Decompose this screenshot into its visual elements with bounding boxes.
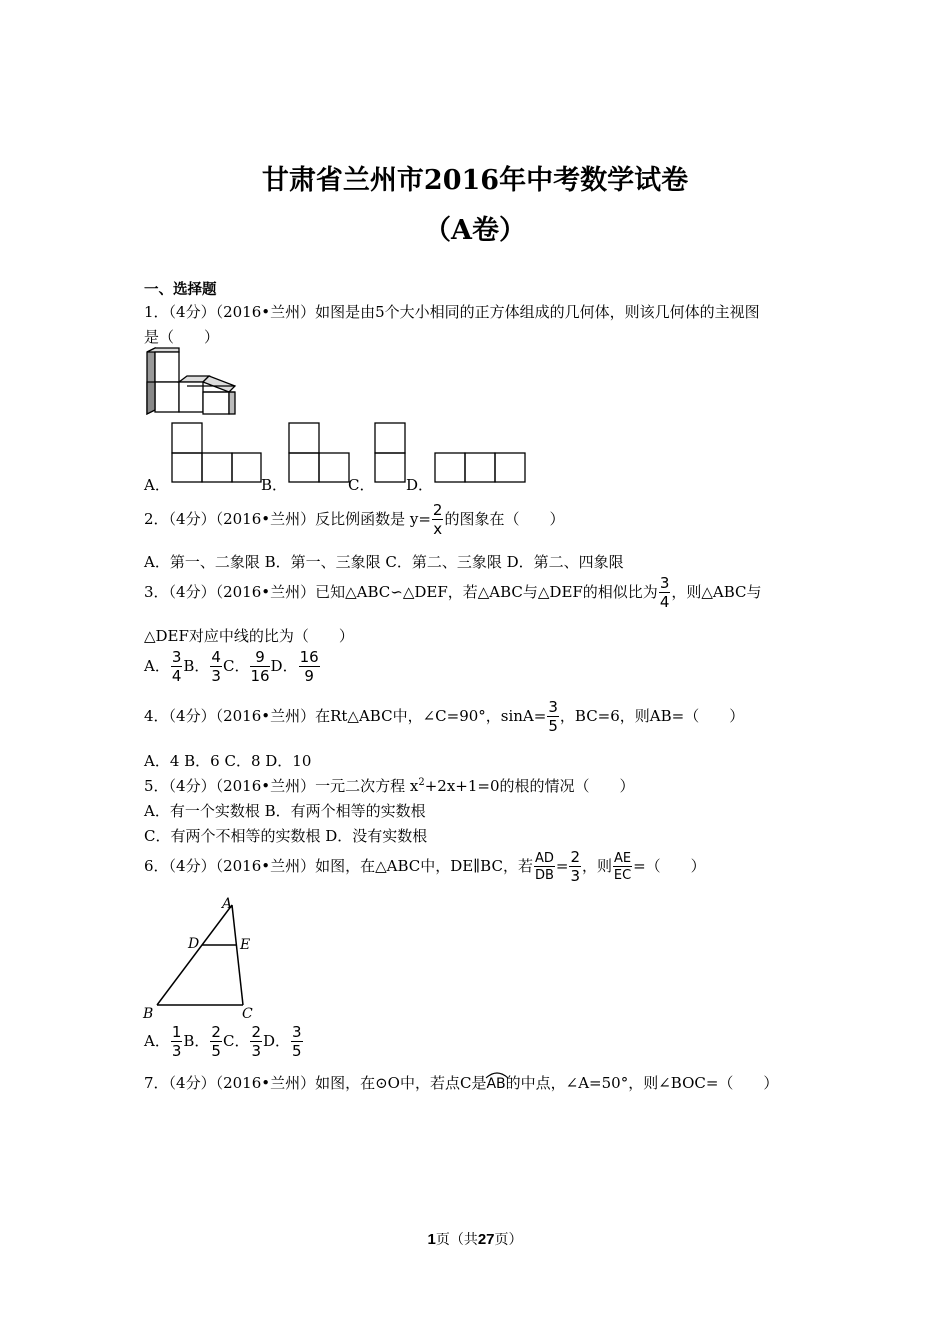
question-3-options: A． $\frac{3}{4}$ B． $\frac{4}{3}$ C． $\frac{9}{16}$ D． $\frac{16}{9}$ — [144, 648, 319, 685]
vertex-b-label: B — [143, 1006, 154, 1022]
q1-option-d-label: D． — [406, 476, 434, 494]
section-heading: 一、选择题 — [144, 281, 217, 298]
q6-triangle-figure — [140, 893, 265, 1023]
q1-option-d-figure — [433, 451, 527, 484]
question-6-options: A． $\frac{1}{3}$ B． $\frac{2}{5}$ C． $\frac{2}{3}$ D． $\frac{3}{5}$ — [144, 1023, 302, 1060]
question-3-text-cont: △DEF对应中线的比为（ ） — [144, 627, 354, 645]
q1-cube-figure — [143, 346, 239, 416]
vertex-e-label: E — [240, 937, 251, 953]
q1-option-c-label: C． — [348, 476, 375, 494]
question-2: 2．（4分）（2016•兰州）反比例函数是 y= $\frac{2}{x}$ 的图象在（ ） — [144, 501, 565, 538]
arc-ab-symbol: AB — [486, 1070, 505, 1092]
question-5: 5．（4分）（2016•兰州）一元二次方程 $x^2+2x+1=0$的根的情况（ ） — [144, 777, 635, 795]
question-5-options-1: A．有一个实数根 B．有两个相等的实数根 — [144, 802, 426, 820]
question-2-options: A．第一、二象限 B．第一、三象限 C．第二、三象限 D．第二、四象限 — [144, 553, 624, 571]
vertex-d-label: D — [188, 936, 200, 952]
question-4: 4．（4分）（2016•兰州）在Rt△ABC中，∠C=90°，sinA= $\frac{3}{5}$ ，BC=6，则AB=（ ） — [144, 698, 745, 735]
page-subtitle: （A卷） — [424, 215, 526, 246]
question-1-text: 1．（4分）（2016•兰州）如图是由5个大小相同的正方体组成的几何体，则该几何体的主视图 — [144, 303, 760, 321]
page-footer: 1页（共27页） — [427, 1231, 523, 1248]
question-7: 7．（4分）（2016•兰州）如图，在⊙O中，若点C是 AB的中点，∠A=50°，则∠BOC=（ ） — [144, 1070, 778, 1093]
q1-option-b-figure — [287, 421, 351, 483]
question-4-options: A．4 B．6 C．8 D．10 — [144, 752, 312, 770]
question-5-options-2: C．有两个不相等的实数根 D．没有实数根 — [144, 827, 428, 845]
q1-option-b-label: B． — [261, 476, 288, 494]
q1-option-a-figure — [170, 421, 262, 483]
question-1-text-cont: 是（ ） — [144, 328, 220, 346]
page-title: 甘肃省兰州市2016年中考数学试卷 — [261, 165, 689, 196]
q1-option-a-label: A． — [144, 476, 170, 494]
question-6: 6．（4分）（2016•兰州）如图，在△ABC中，DE∥BC，若 $\frac{AD}{DB}$ = $\frac{2}{3}$ ，则 $\frac{AE}{EC}$ =（ ） — [144, 848, 706, 885]
vertex-c-label: C — [242, 1006, 253, 1022]
question-3: 3．（4分）（2016•兰州）已知△ABC∽△DEF，若△ABC与△DEF的相似比为 $\frac{3}{4}$ ，则△ABC与 — [144, 574, 762, 611]
vertex-a-label: A — [222, 896, 233, 912]
q1-option-c-figure — [373, 421, 409, 483]
